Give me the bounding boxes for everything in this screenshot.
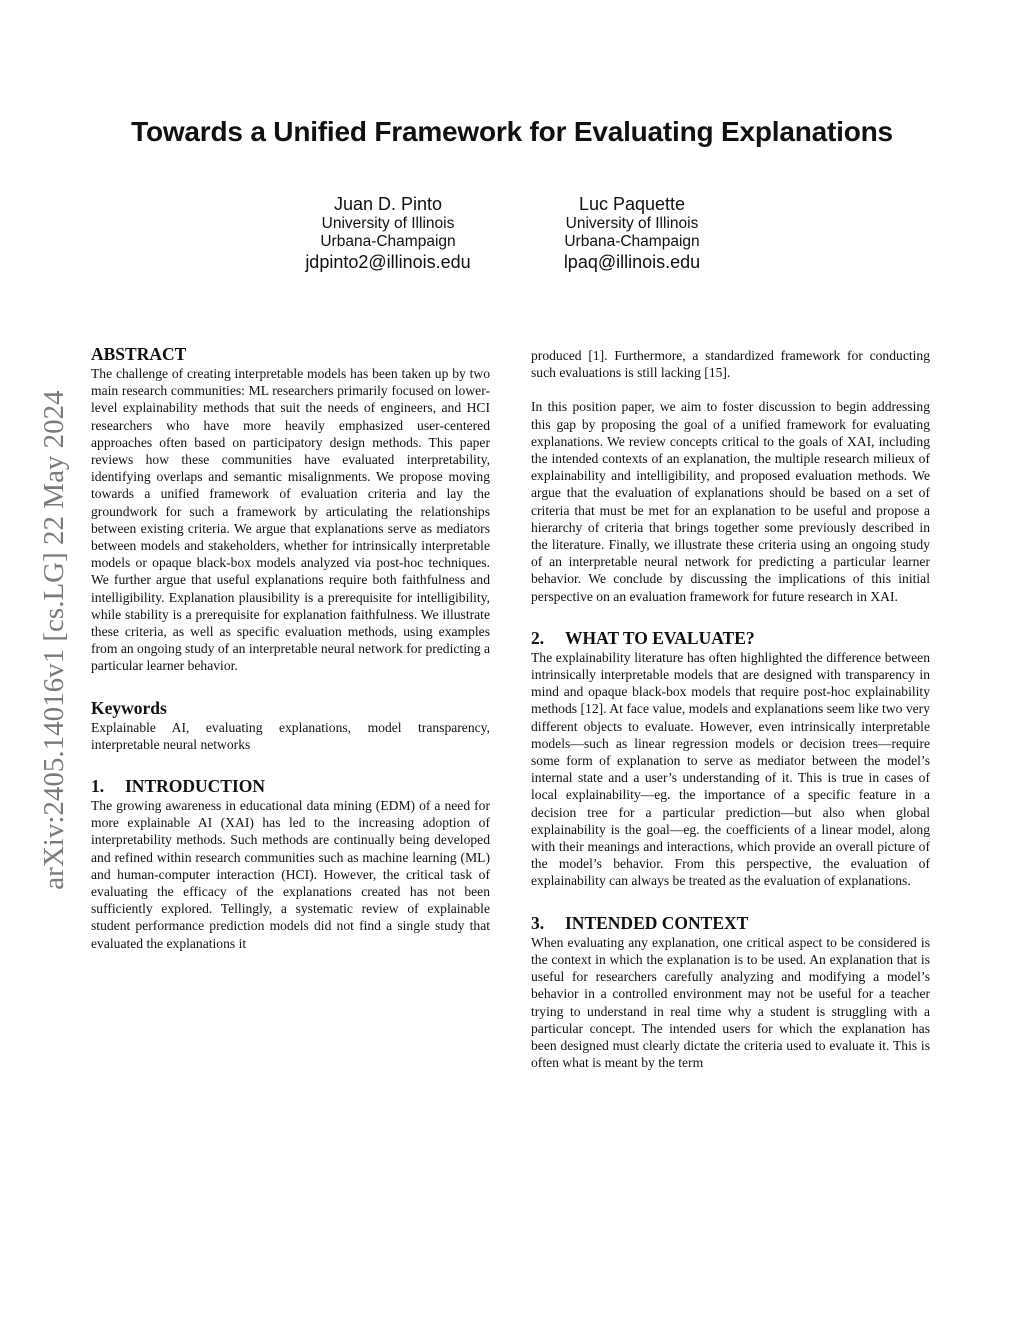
author-affiliation-city: Urbana-Champaign [564,233,700,250]
intended-context-text: When evaluating any explanation, one critical aspect to be considered is the context in which the explanation is to be used. An explanation that is useful for researchers carefully analyzing and modifying a model’s behavior in a controlled environment may not be useful for a teacher trying to understand in real time why a student is struggling with a particular concept. The intended users for which the explanation has been designed must clearly dictate the criteria used to evaluate it. This is often what is meant by the term [531,934,930,1071]
author-name: Luc Paquette [578,194,686,214]
section-title: INTENDED CONTEXT [565,912,749,933]
abstract-heading: ABSTRACT [91,344,187,364]
author-affiliation: University of Illinois [321,215,455,232]
section-heading-intended-context [531,912,930,934]
section-title: INTRODUCTION [125,776,266,797]
keywords-heading: Keywords [91,697,167,718]
introduction-position-text: In this position paper, we aim to foster discussion to begin addressing this gap by proposing the goal of a unified framework for evaluating explanations. We review concepts critical to the goals of XAI, including the intended contexts of an explanation, the multiple research milieux of explainability and intelligibility, and proposed evaluation methods. We argue that the evaluation of explanations should be based on a set of criteria that must be met for an explanation to be useful and propose a hierarchy of criteria that brings together some previously described in the literature. Finally, we illustrate these criteria using an ongoing study of an interpretable neural network for predicting a particular learner behavior. We conclude by discussing the implications of this initial perspective on an evaluation framework for future research in XAI. [531,399,930,604]
keywords-text: Explainable AI, evaluating explanations, model transparency, interpretable neural networks [91,719,490,752]
what-to-evaluate-text: The explainability literature has often highlighted the difference between intrinsically interpretable models that are designed with transparency in mind and opaque black-box models that require post-hoc explainability methods [12]. At face value, models and explanations seem like two very different objects to evaluate. However, even intrinsically interpretable models—such as linear regression models or decision trees—require some form of explanation to serve as mediator between the model’s internal state and a user’s understanding of it. This is true in cases of local explainability—eg. the importance of a specific feature in a decision tree for a particular prediction—but also when global explainability is the goal—eg. the coefficients of a linear model, along with their meanings and interactions, which provide an overall picture of the model’s behavior. From this perspective, the evaluation of explainability can always be treated as the evaluation of explanations. [531,649,930,889]
section-heading-introduction [91,775,490,797]
paper-title: Towards a Unified Framework for Evaluating Explanations [131,116,893,147]
left-column [91,343,490,952]
section-number: 1. [91,776,105,797]
section-number: 3. [531,912,545,933]
section-number: 2. [531,627,545,648]
author-block [273,193,503,273]
introduction-text: The growing awareness in educational data mining (EDM) of a need for more explainable AI (XAI) has led to the increasing adoption of interpretability methods. Such methods are continually being developed and refined within research communities such as machine learning (ML) and human-computer interaction (HCI). However, the critical task of evaluating the efficacy of the explanations created has not been sufficiently explored. Tellingly, a systematic review of explainable student performance prediction models did not find a single study that evaluated the explanations it [91,798,490,951]
right-column [531,347,930,1071]
introduction-continued-text: produced [1]. Furthermore, a standardized framework for conducting such evaluations is still lacking [15]. [531,348,930,381]
author-email: jdpinto2@illinois.edu [305,252,471,272]
abstract-text: The challenge of creating interpretable models has been taken up by two main research communities: ML researchers primarily focused on lower-level explainability methods that suit the needs of engineers, and HCI researchers who have more heavily emphasized user-centered approaches often based on participatory design methods. This paper reviews how these communities have evaluated interpretability, identifying overlaps and semantic misalignments. We propose moving towards a unified framework of evaluation criteria and lay the groundwork for such a framework by articulating the relationships between existing criteria. We argue that explanations serve as mediators between models and stakeholders, whether for intrinsically interpretable models or opaque black-box models analyzed via post-hoc techniques. We further argue that useful explanations require both faithfulness and intelligibility. Explanation plausibility is a prerequisite for intelligibility, while stability is a prerequisite for explanation faithfulness. We illustrate these criteria, as well as specific evaluation methods, using examples from an ongoing study of an interpretable neural network for predicting a particular learner behavior. [91,366,490,674]
author-name: Juan D. Pinto [333,194,443,214]
author-block [517,193,747,273]
arxiv-identifier: arXiv:2405.14016v1 [cs.LG] 22 May 2024 [38,390,70,890]
author-affiliation-city: Urbana-Champaign [320,233,456,250]
author-email: lpaq@illinois.edu [563,252,701,272]
author-affiliation: University of Illinois [565,215,699,232]
section-title: WHAT TO EVALUATE? [565,627,755,648]
section-heading-what-to-evaluate [531,627,930,649]
